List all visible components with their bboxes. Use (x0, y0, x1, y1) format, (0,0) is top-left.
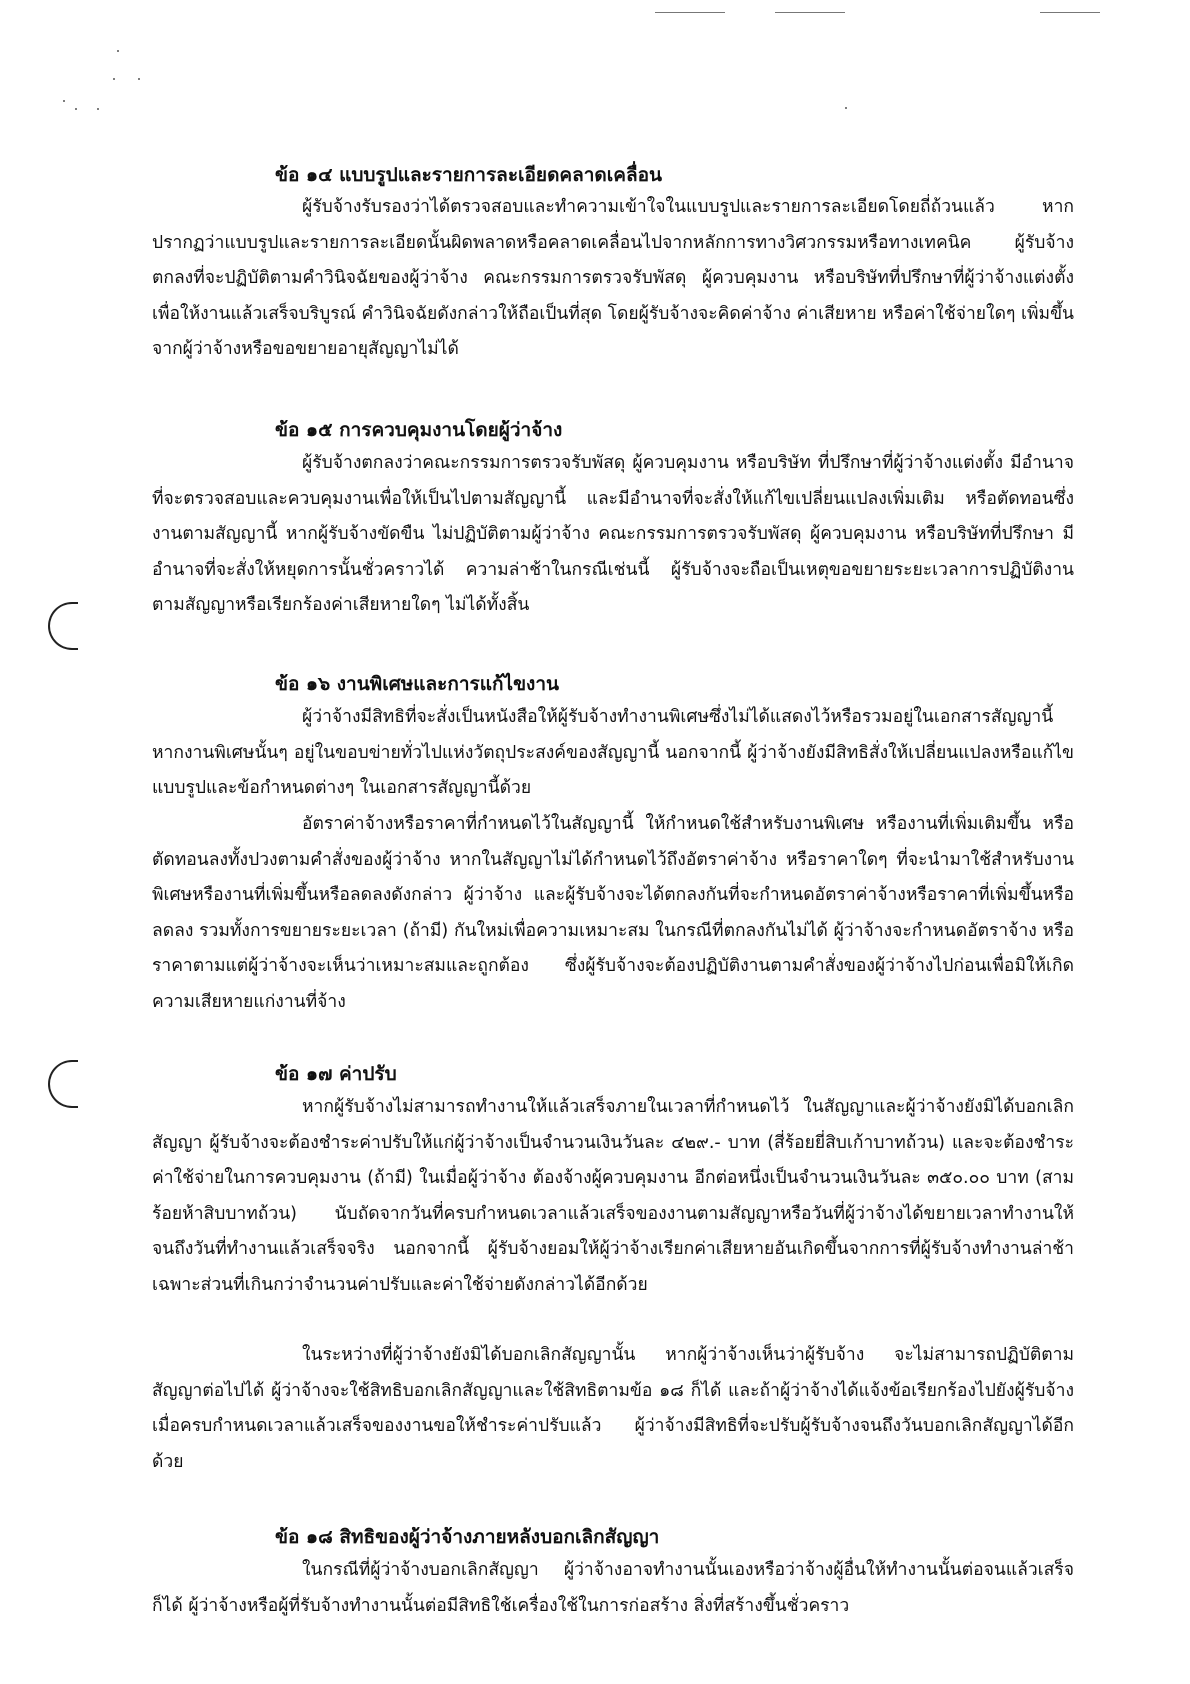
section-paragraph: ในกรณีที่ผู้ว่าจ้างบอกเลิกสัญญา ผู้ว่าจ้างอาจทำงานนั้นเองหรือว่าจ้างผู้อื่นให้ทำงานนั้นต่อจนแล้วเสร็จก็ได้ ผู้ว่าจ้างหรือผู้ที่รับจ้างทำงานนั้นต่อมีสิทธิใช้เครื่องใช้ในการก่อสร้าง สิ่งที่สร้างขึ้นชั่วคราว (152, 1560, 1074, 1616)
section-paragraph: อัตราค่าจ้างหรือราคาที่กำหนดไว้ในสัญญานี้ ให้กำหนดใช้สำหรับงานพิเศษ หรืองานที่เพิ่มเติมขึ้น หรือตัดทอนลงทั้งปวงตามคำสั่งของผู้ว่าจ้าง หากในสัญญาไม่ได้กำหนดไว้ถึงอัตราค่าจ้าง หรือราคาใดๆ ที่จะนำมาใช้สำหรับงานพิเศษหรืองานที่เพิ่มขึ้นหรือลดลงดังกล่าว ผู้ว่าจ้าง และผู้รับจ้างจะได้ตกลงกันที่จะกำหนดอัตราค่าจ้างหรือราคาที่เพิ่มขึ้นหรือลดลง รวมทั้งการขยายระยะเวลา (ถ้ามี) กันใหม่เพื่อความเหมาะสม ในกรณีที่ตกลงกันไม่ได้ ผู้ว่าจ้างจะกำหนดอัตราจ้าง หรือราคาตามแต่ผู้ว่าจ้างจะเห็นว่าเหมาะสมและถูกต้อง ซึ่งผู้รับจ้างจะต้องปฏิบัติงานตามคำสั่งของผู้ว่าจ้างไปก่อนเพื่อมิให้เกิดความเสียหายแก่งานที่จ้าง (152, 814, 1074, 1012)
section-paragraph: ผู้ว่าจ้างมีสิทธิที่จะสั่งเป็นหนังสือให้ผู้รับจ้างทำงานพิเศษซึ่งไม่ได้แสดงไว้หรือรวมอยู่ในเอกสารสัญญานี้ หากงานพิเศษนั้นๆ อยู่ในขอบข่ายทั่วไปแห่งวัตถุประสงค์ของสัญญานี้ นอกจากนี้ ผู้ว่าจ้างยังมีสิทธิสั่งให้เปลี่ยนแปลงหรือแก้ไขแบบรูปและข้อกำหนดต่างๆ ในเอกสารสัญญานี้ด้วย (152, 707, 1074, 798)
section-heading: ข้อ ๑๖ งานพิเศษและการแก้ไขงาน (275, 673, 559, 695)
scan-speck (113, 78, 115, 80)
scan-speck (97, 108, 99, 110)
scan-speck (845, 107, 847, 109)
scan-mark (775, 12, 845, 13)
scan-mark (1040, 12, 1100, 13)
section-heading: ข้อ ๑๔ แบบรูปและรายการละเอียดคลาดเคลื่อน (275, 164, 663, 186)
section-heading: ข้อ ๑๗ ค่าปรับ (275, 1063, 397, 1085)
punch-hole-mark (48, 1060, 78, 1108)
scan-mark (655, 12, 725, 13)
scan-speck (138, 78, 140, 80)
scan-speck (75, 108, 77, 110)
scan-speck (63, 100, 65, 102)
section-heading: ข้อ ๑๘ สิทธิของผู้ว่าจ้างภายหลังบอกเลิกสัญญา (275, 1526, 660, 1548)
section-paragraph: หากผู้รับจ้างไม่สามารถทำงานให้แล้วเสร็จภายในเวลาที่กำหนดไว้ ในสัญญาและผู้ว่าจ้างยังมิได้บอกเลิกสัญญา ผู้รับจ้างจะต้องชำระค่าปรับให้แก่ผู้ว่าจ้างเป็นจำนวนเงินวันละ ๔๒๙.- บาท (สี่ร้อยยี่สิบเก้าบาทถ้วน) และจะต้องชำระค่าใช้จ่ายในการควบคุมงาน (ถ้ามี) ในเมื่อผู้ว่าจ้าง ต้องจ้างผู้ควบคุมงาน อีกต่อหนึ่งเป็นจำนวนเงินวันละ ๓๕๐.๐๐ บาท (สามร้อยห้าสิบบาทถ้วน) นับถัดจากวันที่ครบกำหนดเวลาแล้วเสร็จของงานตามสัญญาหรือวันที่ผู้ว่าจ้างได้ขยายเวลาทำงานให้ จนถึงวันที่ทำงานแล้วเสร็จจริง นอกจากนี้ ผู้รับจ้างยอมให้ผู้ว่าจ้างเรียกค่าเสียหายอันเกิดขึ้นจากการที่ผู้รับจ้างทำงานล่าช้าเฉพาะส่วนที่เกินกว่าจำนวนค่าปรับและค่าใช้จ่ายดังกล่าวได้อีกด้วย (152, 1097, 1074, 1295)
section-paragraph: ผู้รับจ้างรับรองว่าได้ตรวจสอบและทำความเข้าใจในแบบรูปและรายการละเอียดโดยถี่ถ้วนแล้ว หากปรากฏว่าแบบรูปและรายการละเอียดนั้นผิดพลาดหรือคลาดเคลื่อนไปจากหลักการทางวิศวกรรมหรือทางเทคนิค ผู้รับจ้างตกลงที่จะปฏิบัติตามคำวินิจฉัยของผู้ว่าจ้าง คณะกรรมการตรวจรับพัสดุ ผู้ควบคุมงาน หรือบริษัทที่ปรึกษาที่ผู้ว่าจ้างแต่งตั้ง เพื่อให้งานแล้วเสร็จบริบูรณ์ คำวินิจฉัยดังกล่าวให้ถือเป็นที่สุด โดยผู้รับจ้างจะคิดค่าจ้าง ค่าเสียหาย หรือค่าใช้จ่ายใดๆ เพิ่มขึ้น จากผู้ว่าจ้างหรือขอขยายอายุสัญญาไม่ได้ (152, 197, 1074, 359)
scan-speck (117, 50, 119, 52)
section-paragraph: ในระหว่างที่ผู้ว่าจ้างยังมิได้บอกเลิกสัญญานั้น หากผู้ว่าจ้างเห็นว่าผู้รับจ้าง จะไม่สามารถปฏิบัติตามสัญญาต่อไปได้ ผู้ว่าจ้างจะใช้สิทธิบอกเลิกสัญญาและใช้สิทธิตามข้อ ๑๘ ก็ได้ และถ้าผู้ว่าจ้างได้แจ้งข้อเรียกร้องไปยังผู้รับจ้างเมื่อครบกำหนดเวลาแล้วเสร็จของงานขอให้ชำระค่าปรับแล้ว ผู้ว่าจ้างมีสิทธิที่จะปรับผู้รับจ้างจนถึงวันบอกเลิกสัญญาได้อีกด้วย (152, 1345, 1074, 1472)
section-paragraph: ผู้รับจ้างตกลงว่าคณะกรรมการตรวจรับพัสดุ ผู้ควบคุมงาน หรือบริษัท ที่ปรึกษาที่ผู้ว่าจ้างแต่งตั้ง มีอำนาจที่จะตรวจสอบและควบคุมงานเพื่อให้เป็นไปตามสัญญานี้ และมีอำนาจที่จะสั่งให้แก้ไขเปลี่ยนแปลงเพิ่มเติม หรือตัดทอนซึ่งงานตามสัญญานี้ หากผู้รับจ้างขัดขืน ไม่ปฏิบัติตามผู้ว่าจ้าง คณะกรรมการตรวจรับพัสดุ ผู้ควบคุมงาน หรือบริษัทที่ปรึกษา มีอำนาจที่จะสั่งให้หยุดการนั้นชั่วคราวได้ ความล่าช้าในกรณีเช่นนี้ ผู้รับจ้างจะถือเป็นเหตุขอขยายระยะเวลาการปฏิบัติงานตามสัญญาหรือเรียกร้องค่าเสียหายใดๆ ไม่ได้ทั้งสิ้น (152, 453, 1074, 615)
section-heading: ข้อ ๑๕ การควบคุมงานโดยผู้ว่าจ้าง (275, 419, 563, 441)
punch-hole-mark (48, 602, 78, 650)
